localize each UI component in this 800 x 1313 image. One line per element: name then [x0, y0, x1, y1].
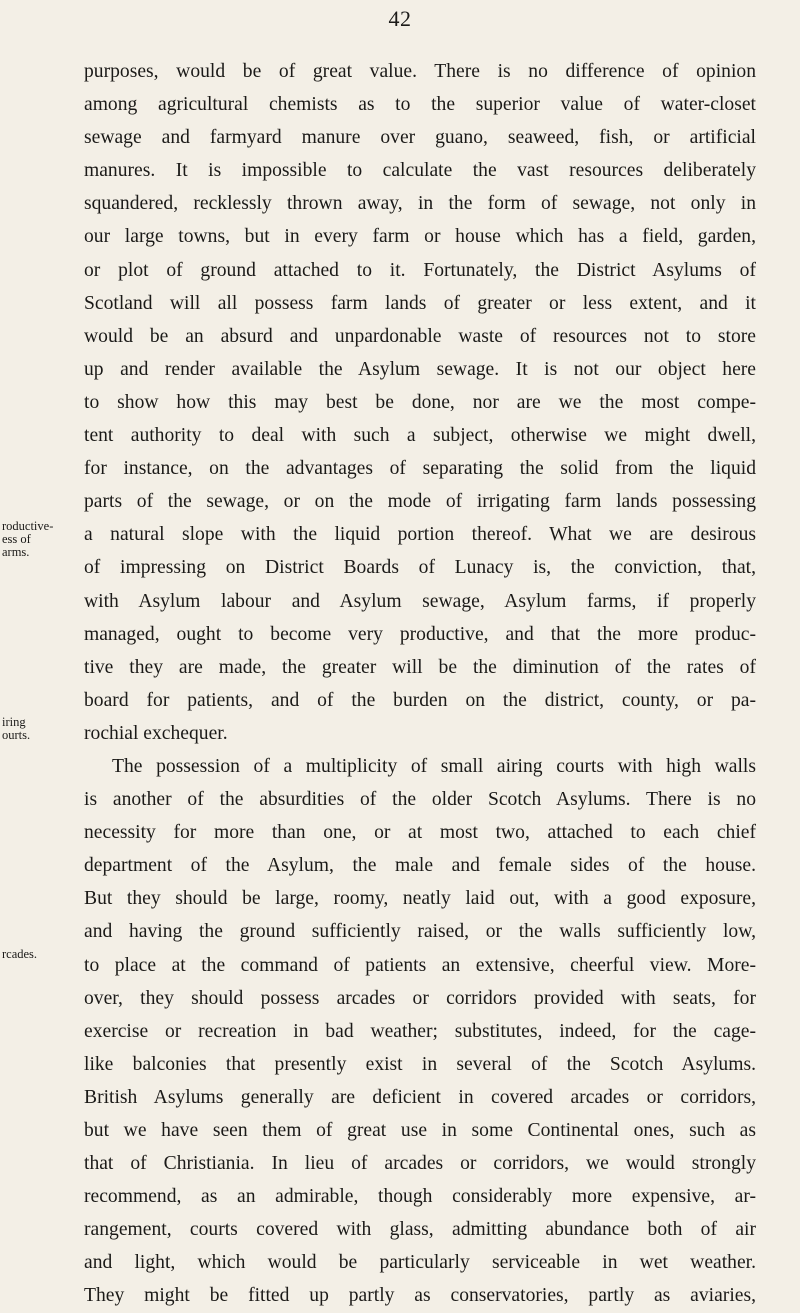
margin-notes [0, 0, 64, 1290]
text-line: over, they should possess arcades or corridors provided with seats, for [84, 987, 756, 1009]
text-line: board for patients, and of the burden on the district, county, or pa- [84, 689, 756, 711]
text-line: that of Christiania. In lieu of arcades or corridors, we would strongly [84, 1153, 756, 1175]
text-line: squandered, recklessly thrown away, in the form of sewage, not only in [84, 193, 756, 215]
text-line: would be an absurd and unpardonable waste of resources not to store [84, 325, 756, 347]
text-line: like balconies that presently exist in several of the Scotch Asylums. [84, 1053, 756, 1075]
text-line: for instance, on the advantages of separating the solid from the liquid [84, 458, 756, 480]
text-line: to show how this may best be done, nor are we the most compe- [84, 391, 756, 413]
text-line: department of the Asylum, the male and female sides of the house. [84, 855, 756, 877]
text-line: is another of the absurdities of the older Scotch Asylums. There is no [84, 789, 756, 811]
text-line: of impressing on District Boards of Lunacy is, the conviction, that, [84, 557, 756, 579]
text-line: but we have seen them of great use in some Continental ones, such as [84, 1120, 756, 1141]
page-number: 42 [388, 6, 412, 31]
text-line: Scotland will all possess farm lands of greater or less extent, and it [84, 292, 756, 314]
text-line: exercise or recreation in bad weather; substitutes, indeed, for the cage- [84, 1020, 756, 1042]
text-line: tent authority to deal with such a subject, otherwise we might dwell, [84, 425, 756, 447]
text-line: But they should be large, roomy, neatly laid out, with a good exposure, [84, 888, 756, 910]
text-line: managed, ought to become very productive, and that the more produc- [84, 623, 756, 645]
text-line: and light, which would be particularly serviceable in wet weather. [84, 1252, 756, 1274]
text-line: They might be fitted up partly as conservatories, partly as aviaries, [84, 1285, 756, 1307]
text-line: among agricultural chemists as to the superior value of water-closet [84, 94, 756, 116]
text-line: The possession of a multiplicity of small airing courts with high walls [112, 755, 756, 777]
text-line: a natural slope with the liquid portion thereof. What we are desirous [84, 524, 756, 546]
margin-note-arcades: rcades. [2, 948, 38, 961]
text-line: recommend, as an admirable, though considerably more expensive, ar- [84, 1186, 756, 1208]
text-line: our large towns, but in every farm or house which has a field, garden, [84, 226, 756, 248]
body-text [84, 55, 756, 1313]
text-line: rochial exchequer. [84, 722, 228, 744]
text-line: purposes, would be of great value. There is no difference of opinion [84, 61, 756, 82]
text-line: to place at the command of patients an extensive, cheerful view. More- [84, 954, 756, 976]
text-line: or plot of ground attached to it. Fortunately, the District Asylums of [84, 259, 756, 281]
text-line: with Asylum labour and Asylum sewage, Asylum farms, if properly [84, 590, 756, 612]
text-line: British Asylums generally are deficient in covered arcades or corridors, [84, 1086, 756, 1108]
text-line: necessity for more than one, or at most two, attached to each chief [84, 822, 756, 844]
text-line: and having the ground sufficiently raised, or the walls sufficiently low, [84, 921, 756, 943]
text-line: up and render available the Asylum sewage. It is not our object here [84, 358, 756, 380]
text-line: sewage and farmyard manure over guano, seaweed, fish, or artificial [84, 127, 756, 149]
text-line: tive they are made, the greater will be the diminution of the rates of [84, 656, 756, 678]
margin-note-productiveness: roductive- ess of arms. [2, 520, 54, 559]
margin-note-airing-courts: iring ourts. [2, 716, 31, 742]
text-line: parts of the sewage, or on the mode of irrigating farm lands possessing [84, 491, 756, 513]
text-line: manures. It is impossible to calculate the vast resources deliberately [84, 160, 756, 182]
text-line: rangement, courts covered with glass, admitting abundance both of air [84, 1219, 756, 1241]
